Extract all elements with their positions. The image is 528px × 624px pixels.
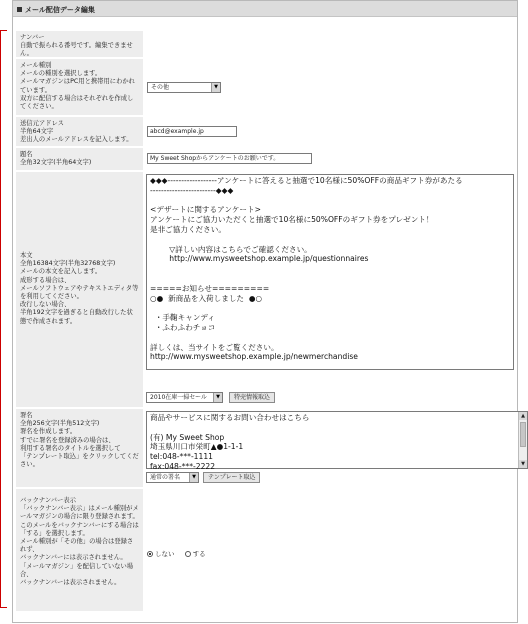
value-signature-controls [145, 469, 517, 487]
chevron-down-icon: ▼ [189, 473, 198, 482]
sender-address-input[interactable]: abcd@example.jp [147, 126, 237, 137]
value-signature [145, 409, 525, 471]
vertical-scrollbar[interactable] [518, 412, 527, 468]
label-signature-cont [16, 469, 143, 487]
radio-no-icon[interactable] [147, 551, 153, 557]
radio-yes-icon[interactable] [185, 551, 191, 557]
body-template-selected: 2010在庫一掃セール [150, 394, 207, 401]
value-body [145, 172, 517, 407]
import-sale-info-button[interactable]: 特売情報取込 [229, 392, 275, 403]
body-textarea[interactable] [146, 174, 514, 370]
row-mail-type [16, 59, 517, 115]
value-subject [145, 148, 517, 170]
label-mail-type: メール種別 メールの種別を選択します。 メールマガジンはPC用と携帯用にわかれています。 双方に配信する場合はそれぞれを作成してください。 [16, 59, 143, 115]
square-bullet-icon [17, 7, 22, 12]
body-text: ◆◆◆------------------アンケートに答えると抽選で10名様に50%OFFの商品ギフト券があたる ------------------------◆◆◆ <デザートに関するアンケート> アンケートにご協力いただくと抽選で10名様に50%OFFのギフト券をプレゼント！ 是非ご協力ください。 ▽詳しい内容はこちらでご確認ください。 http://www.mysweetshop.example.jp/questionnaires =====お知らせ========= ○● 新商品を入荷しました ●○ ・手鞠キャンディ ・ふわふわチョコ 詳しくは、当サイトをご覧ください。 http://www.mysweetshop.example.jp/newmerchandise [150, 176, 463, 362]
row-number [16, 31, 517, 57]
subject-input[interactable]: My Sweet Shopからアンケートのお願いです。 [147, 153, 312, 164]
scroll-thumb[interactable] [520, 422, 526, 447]
radio-yes-label: する [192, 550, 206, 558]
label-backnumber: バックナンバー表示 「バックナンバー表示」はメール種別がメールマガジンの場合に限り登録されます。 このメールをバックナンバーにする場合は 「する」を選択します。 メール種別が「その他」の場合は登録されず、 バックナンバーには表示されません。 「メールマガジン」を配信していない場合、 バックナンバーは表示されません。 [16, 489, 143, 611]
mail-type-selected: その他 [151, 84, 170, 91]
signature-template-select[interactable] [146, 472, 199, 483]
scroll-up-icon[interactable]: ▲ [519, 412, 527, 420]
label-sender: 送信元アドレス 半角64文字 差出人のメールアドレスを記入します。 [16, 117, 143, 146]
row-body [16, 172, 517, 407]
label-signature: 署名 全角256文字(半角512文字) 署名を作成します。 すでに署名を登録済みの場合は、 利用する署名のタイトルを選択して 「テンプレート取込」をクリックしてください。 [16, 409, 143, 469]
mail-edit-panel [12, 0, 525, 623]
radio-no[interactable] [147, 550, 175, 558]
signature-textarea[interactable] [146, 411, 528, 469]
label-subject: 題名 全角32文字(半角64文字) [16, 148, 143, 170]
signature-text: 商品やサービスに関するお問い合わせはこちら (有) My Sweet Shop 埼玉県川口市栄町▲●1-1-1 tel:048-***-1111 fax:048-***-2222 [150, 413, 310, 471]
body-template-select[interactable] [146, 392, 223, 403]
value-backnumber [145, 489, 517, 611]
row-signature-controls [16, 469, 517, 487]
section-bracket [0, 30, 7, 608]
backnumber-radio-group [147, 549, 206, 558]
scroll-down-icon[interactable]: ▼ [519, 460, 527, 468]
panel-title-text: メール配信データ編集 [25, 6, 95, 14]
row-sender [16, 117, 517, 146]
row-backnumber [16, 489, 517, 611]
panel-title [13, 1, 517, 17]
chevron-down-icon: ▼ [213, 393, 222, 402]
radio-yes[interactable] [185, 550, 206, 558]
label-number: ナンバー 自動で振られる番号です。編集できません。 [16, 31, 143, 57]
chevron-down-icon: ▼ [211, 83, 220, 92]
label-body: 本文 全角16384文字(半角32768文字) メールの本文を記入します。 成形する場合は、 メールソフトウェアやテキストエディタ等を利用してください。 改行しない場合、 半角192文字を過ぎると自動改行した状態で作成されます。 [16, 172, 143, 407]
row-signature [16, 409, 525, 471]
signature-template-selected: 通常の署名 [150, 474, 181, 481]
value-mail-type [145, 59, 517, 115]
value-sender [145, 117, 517, 146]
radio-no-label: しない [155, 550, 175, 558]
row-subject [16, 148, 517, 170]
template-import-button[interactable]: テンプレート取込 [203, 472, 260, 483]
mail-type-select[interactable] [147, 82, 221, 93]
value-number [145, 31, 517, 57]
